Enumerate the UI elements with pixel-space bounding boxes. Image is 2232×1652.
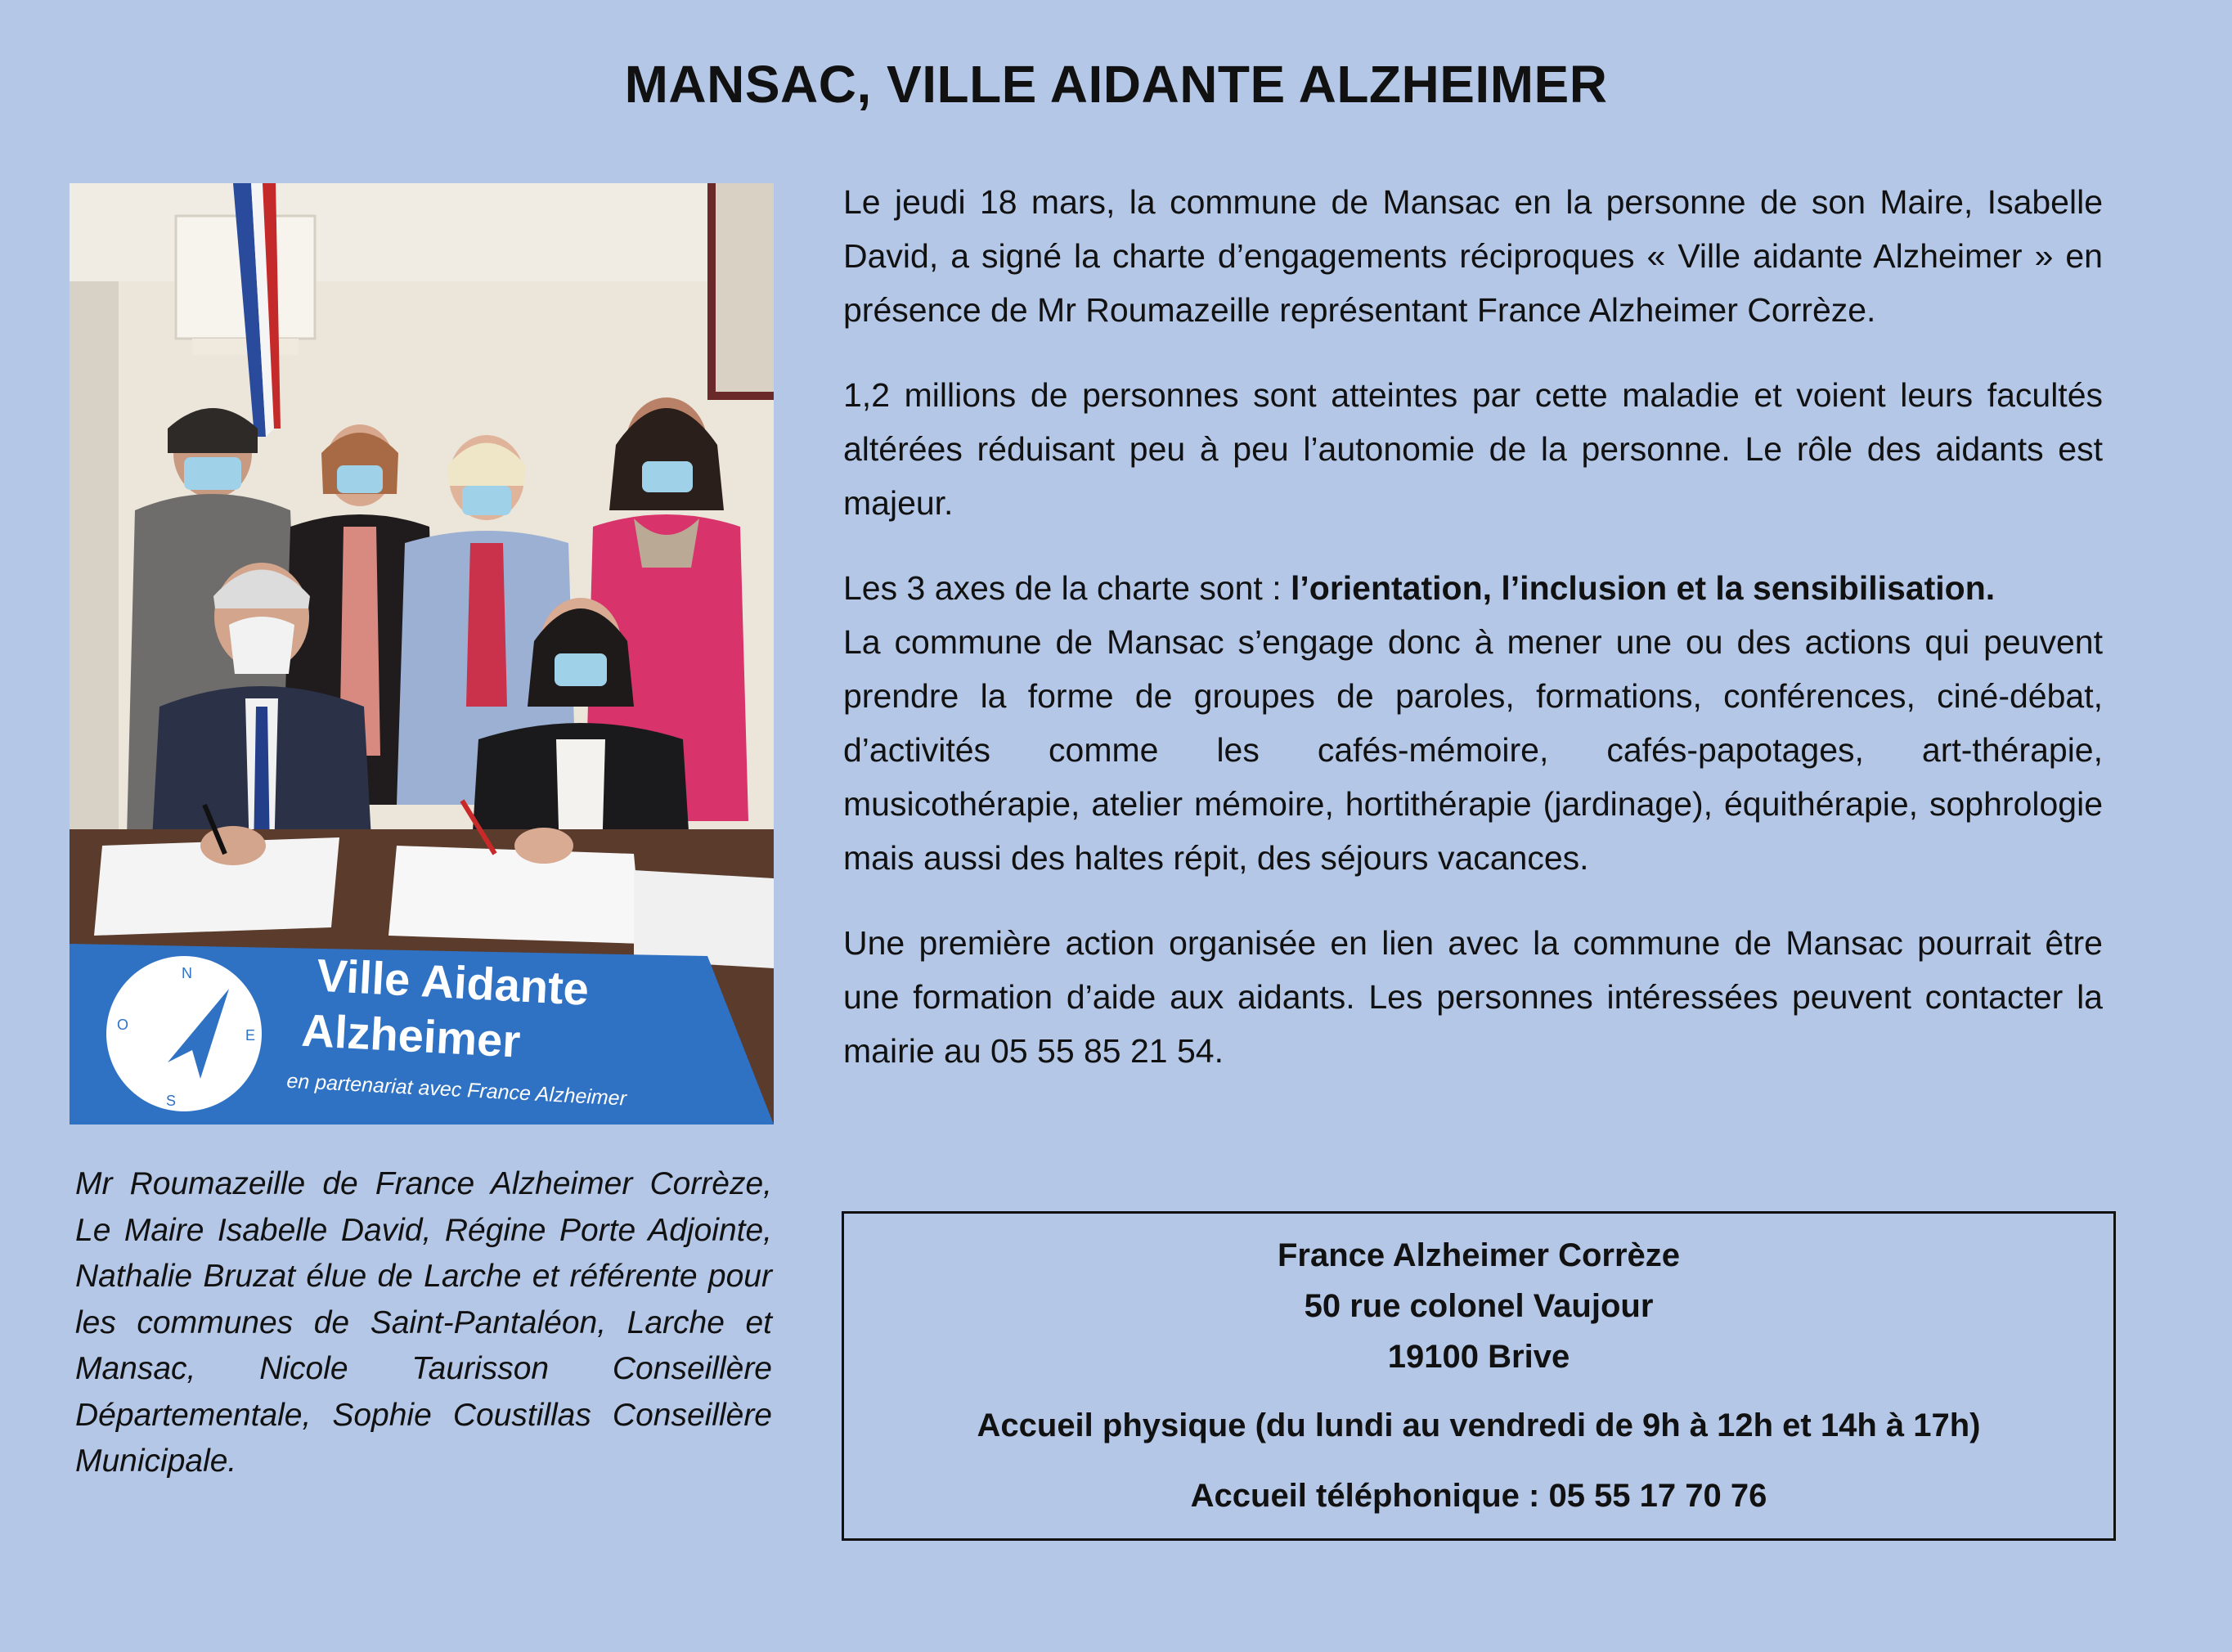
- compass-s: S: [166, 1093, 177, 1109]
- contact-box: [842, 1211, 2116, 1541]
- contact-street: 50 rue colonel Vaujour: [1304, 1288, 1654, 1324]
- compass-n: N: [182, 965, 192, 981]
- compass-o: O: [117, 1017, 129, 1033]
- paragraph-3-first-line: [843, 561, 2103, 615]
- sign-line-2: Alzheimer: [300, 1003, 522, 1067]
- paragraph-3: [843, 561, 2103, 885]
- signing-photo: [70, 183, 774, 1125]
- paragraph-4: Une première action organisée en lien avec la commune de Mansac pourrait être une formation d’aide aux aidants. Les personnes intéressées peuvent contacter la mairie au 05 55 85 21 54.: [843, 924, 2103, 1070]
- contact-name: France Alzheimer Corrèze: [1277, 1237, 1681, 1273]
- paragraph-2: 1,2 millions de personnes sont atteintes par cette maladie et voient leurs facultés altérées réduisant peu à peu l’autonomie de la personne. Le rôle des aidants est majeur.: [843, 376, 2103, 522]
- article-body: [843, 175, 2103, 1109]
- paragraph-3-intro: Les 3 axes de la charte sont :: [843, 569, 1291, 607]
- contact-city: 19100 Brive: [1387, 1339, 1570, 1375]
- paragraph-1: Le jeudi 18 mars, la commune de Mansac en la personne de son Maire, Isabelle David, a signé la charte d’engagements réciproques « Ville aidante Alzheimer » en présence de Mr Roumazeille représentant France Alzheimer Corrèze.: [843, 183, 2103, 329]
- contact-phone: Accueil téléphonique : 05 55 17 70 76: [1190, 1478, 1767, 1514]
- photo-caption: Mr Roumazeille de France Alzheimer Corrèze, Le Maire Isabelle David, Régine Porte Adjointe, Nathalie Bruzat élue de Larche et référente pour les communes de Saint-Pantaléon, Larche et Mansac, Nicole Taurisson Conseillère Départementale, Sophie Coustillas Conseillère Municipale.: [75, 1166, 772, 1479]
- contact-address: [844, 1230, 2113, 1382]
- compass-e: E: [245, 1027, 256, 1044]
- sign-line-1: Ville Aidante: [315, 949, 591, 1015]
- page-title: MANSAC, VILLE AIDANTE ALZHEIMER: [624, 55, 1608, 114]
- contact-hours: Accueil physique (du lundi au vendredi de 9h à 12h et 14h à 17h): [977, 1407, 1981, 1443]
- sign-line-3: en partenariat avec France Alzheimer: [285, 1069, 627, 1111]
- paragraph-3-rest: La commune de Mansac s’engage donc à mener une ou des actions qui peuvent prendre la forme de groupes de paroles, formations, conférences, ciné-débat, d’activités comme les cafés-mémoire, cafés-papotages, art-thérapie, musicothérapie, atelier mémoire, hortithérapie (jardinage), équithérapie, sophrologie mais aussi des haltes répit, des séjours vacances.: [843, 623, 2103, 877]
- paragraph-3-axes: l’orientation, l’inclusion et la sensibilisation.: [1291, 569, 1996, 607]
